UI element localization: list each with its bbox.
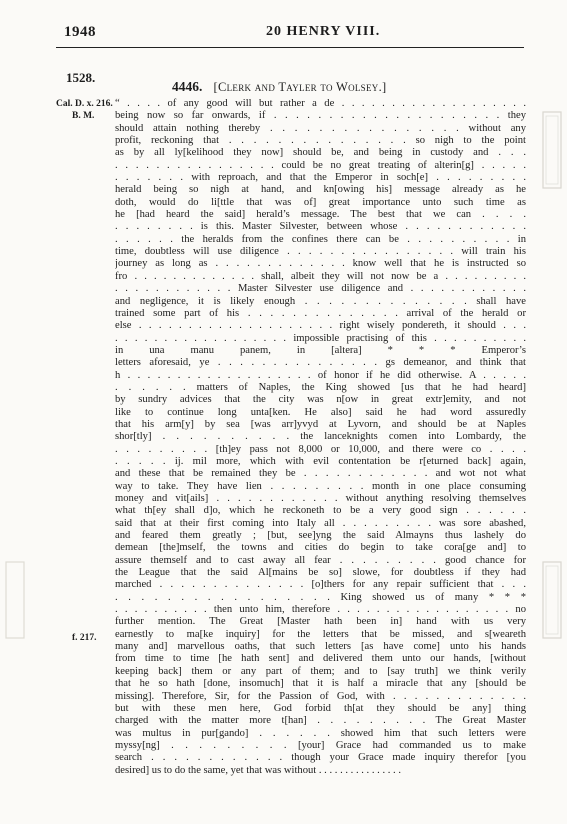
text-line: herald being so nigh at hand, and kn[owing his] message already as he (115, 184, 526, 196)
text-line: was multus in pur[gando] . . . . . . showed him that such letters were (115, 727, 526, 739)
text-line: from time to time [he hath sent] and delivered them unto our hands, [without (115, 653, 526, 665)
text-line: . . . . . ij. mil more, which with evil contentation be r[eturned back] again, (115, 455, 526, 467)
text-line: trained some part of his . . . . . . . . . . . . . . arrival of the herald or (115, 307, 526, 319)
text-line: profit, reckoning that . . . . . . . . . . . . . . . so nigh to the point (115, 135, 526, 147)
text-line: h . . . . . . . . . . . . . . . . . . . of honor if he did otherwise. A . . . . . (115, 369, 526, 381)
text-line: missing]. Therefore, Sir, for the Passion of God, with . . . . . . . . . . . . . (115, 690, 526, 702)
page-number: 1948 (64, 24, 96, 40)
library-stamp-left (4, 560, 26, 640)
running-head: 20 HENRY VIII. (266, 24, 381, 39)
text-line: that he so hath [done, insomuch] that it is half a miracle that any [should be (115, 678, 526, 690)
margin-reference-cal: Cal. D. x. 216. (56, 99, 113, 109)
text-line: demean [the]mself, the towns and cities do begin to take cora[ge and] to (115, 542, 526, 554)
text-line: said that at their first coming into Italy all . . . . . . . . . was sore abashed, (115, 517, 526, 529)
text-line: journey as long as . . . . . . . . . . . . . know well that he is instructed so (115, 258, 526, 270)
text-line: the League that the said Al[mains be so] slowe, for doubtless if they had (115, 567, 526, 579)
text-line: and feared them greatly ; [but, see]yng the said Almayns thus lashely do (115, 530, 526, 542)
body-text (115, 98, 526, 777)
text-line: . . . . . . . . . . . . Master Silvester use diligence and . . . . . . . . . . . . (115, 283, 526, 295)
library-stamp-top (541, 110, 563, 190)
text-line: doth, would do li[ttle that was of] great importance unto such time as (115, 196, 526, 208)
text-line: else . . . . . . . . . . . . . . . . . . . . right wisely pondereth, it should . . . (115, 320, 526, 332)
text-line: charged with the matter more t[han] . . . . . . . . . The Great Master (115, 715, 526, 727)
text-line: as by all ly[kelihood they now] should be, and being in custody and . . . (115, 147, 526, 159)
text-line: . . . . . . . . . [th]ey pass not 8,000 or 10,000, and there were co . . . . (115, 443, 526, 455)
text-line: . . . . . . . . . . . . . . . . . . impossible practising of this . . . . . . . . . . (115, 332, 526, 344)
text-line: . . . . . . matters of Naples, the King showed [us that he had heard] (115, 381, 526, 393)
text-line: and these that be remained they be . . . . . . . . . . . . and wot not what (115, 468, 526, 480)
text-line: by sundry advices that the city was n[ow in great extr]emity, and not (115, 394, 526, 406)
entry-title: [Clerk and Tayler to Wolsey.] (213, 80, 387, 94)
text-line: . . . . . . . . . . . . . . . . . King showed us of many * * * (115, 591, 526, 603)
text-line: . . . . . . the heralds from the confines there can be . . . . . . . . . . in (115, 233, 526, 245)
library-stamp-bottom (541, 560, 563, 640)
text-line: earnestly to ma[ke inquiry] for the letters that be missed, and s[weareth (115, 628, 526, 640)
header-rule (56, 47, 524, 48)
entry-heading (172, 79, 386, 95)
text-line: keeping back] them or any part of them; and to [say truth] we think verily (115, 665, 526, 677)
text-line: “ . . . . of any good will but rather a de . . . . . . . . . . . . . . . . . . . (115, 98, 526, 109)
text-line: what th[ey shall d]o, which he reckoneth to be a very good sign . . . . . . (115, 505, 526, 517)
text-line: letters aforesaid, ye . . . . . . . . . . . . . . . gs demeanor, and think that (115, 357, 526, 369)
text-line: in una manu panem, in [altera] * * * Emperor’s (115, 344, 526, 356)
text-line: . . . . . . . . . . . . . . . . could be no great treating of alterin[g] . . . . . (115, 159, 526, 171)
text-line: desired] us to do the same, yet that was without . . . . . . . . . . . . . . . . (115, 764, 401, 776)
text-line: many and] marvellous oaths, that such letters [as have come] unto his hands (115, 641, 526, 653)
text-line: search . . . . . . . . . . . . though your Grace made inquiry therefor [you (115, 752, 526, 764)
text-line: myssy[ng] . . . . . . . . . [your] Grace had commanded us to make (115, 739, 526, 751)
text-line: money and vit[ails] . . . . . . . . . . . . without anything resolving themselves (115, 493, 526, 504)
text-line: time, doubtless will use diligence . . . . . . . . . . . . . . . . will train his (115, 246, 526, 258)
year-heading: 1528. (66, 70, 96, 85)
text-line: . . . . . . . with reproach, and that the Emperor in soch[e] . . . . . . . . . (115, 172, 526, 184)
text-line: further mention. The Great [Master hath been in] hand with us very (115, 616, 526, 628)
margin-reference-bm: B. M. (72, 111, 95, 121)
margin-reference-folio: f. 217. (72, 633, 97, 643)
text-line: . . . . . . . . is this. Master Silvester, between whose . . . . . . . . . . . . (115, 221, 526, 233)
text-line: should attain nothing thereby . . . . . . . . . . . . . . . . without any (115, 122, 526, 134)
text-line: he [had heard the said] herald’s message. The best that we can . . . . (115, 209, 526, 221)
text-line: way to take. They have lien . . . . . . . . . month in one place consuming (115, 480, 526, 492)
text-line: shor[tly] . . . . . . . . . . the lanceknights comen into Lombardy, the (115, 431, 526, 443)
text-line: like to continue long unta[ken. He also] said he had word assuredly (115, 406, 526, 418)
text-line: marched . . . . . . . . . . . . . . [o]thers for any repair sufficient that . . . (115, 579, 526, 591)
text-line: . . . . . . . . . . then unto him, therefore . . . . . . . . . . . . . . . . . . no (115, 604, 526, 616)
text-line: assure themself and to cast away all fear . . . . . . . . . good chance for (115, 554, 526, 566)
text-line: that his arm[y] by sea [was arr]yvyd at Lyvorn, and should be at Naples (115, 418, 526, 430)
entry-number: 4446. (172, 79, 203, 94)
text-line: and negligence, it is likely enough . . . . . . . . . . . . . . shall have (115, 295, 526, 307)
text-line: being now so far onwards, if . . . . . . . . . . . . . . . . . . . . . they (115, 110, 526, 122)
text-line: fro . . . . . . . . . . . . . shall, albeit they will not now be a . . . . . . . . . (115, 270, 526, 282)
page-header (0, 24, 567, 46)
text-line: but with these men here, God forbid th[at they should be any] thing (115, 702, 526, 714)
